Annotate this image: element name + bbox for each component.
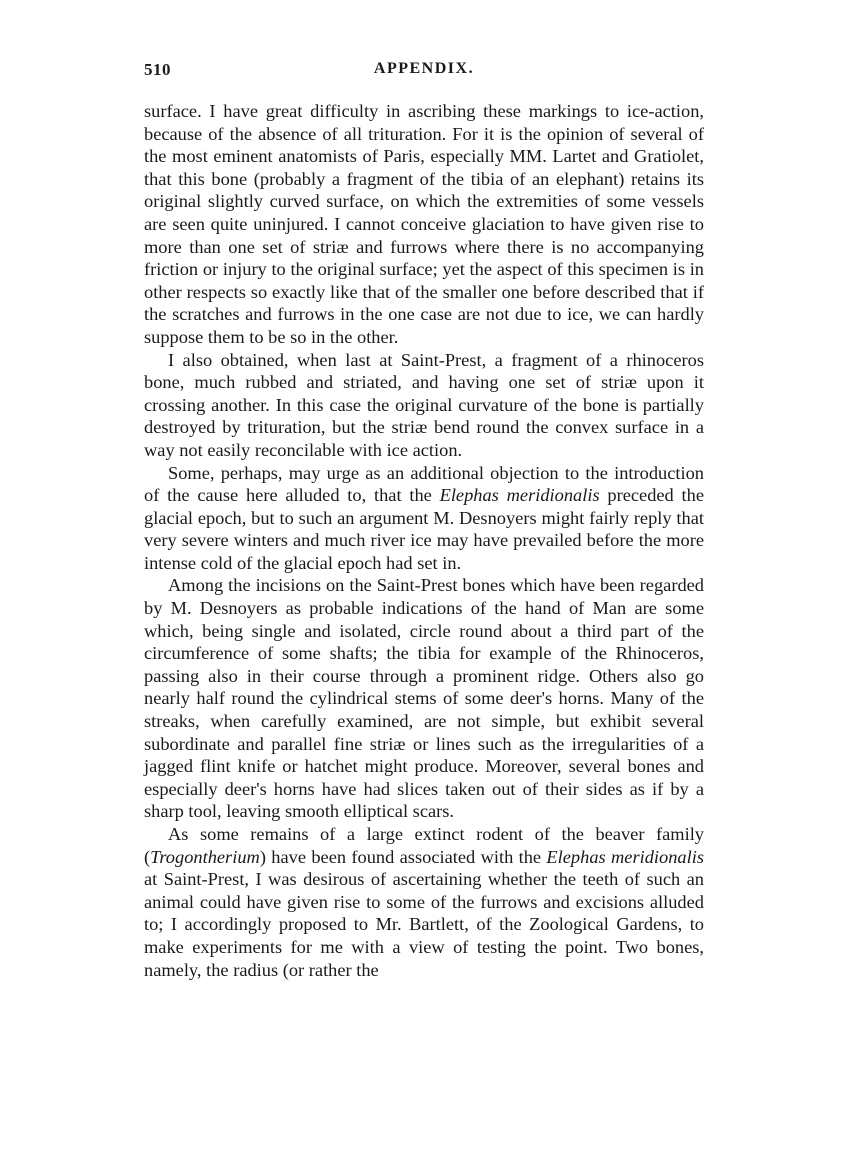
text-run: Some, perhaps, may urge as an additional objection to the introduction of the cause here alluded to, that the bbox=[144, 462, 704, 506]
italic-text-run: Elephas meridionalis bbox=[546, 846, 704, 867]
text-run: surface. I have great difficulty in ascribing these markings to ice-action, because of the absence of all trituration. For it is the opinion of several of the most eminent anatomists of Paris, especially MM. Lartet and Gratiolet, that this bone (probably a fragment of the tibia of an elephant) retains its original slightly curved surface, on which the extremities of some vessels are seen quite uninjured. I cannot conceive glaciation to have given rise to more than one set of striæ and furrows where there is no accompanying friction or injury to the original surface; yet the aspect of this specimen is in other respects so exactly like that of the smaller one before described that if the scratches and furrows in the one case are not due to ice, we can hardly suppose them to be so in the other. bbox=[144, 101, 704, 347]
paragraph bbox=[144, 574, 704, 823]
text-run: preceded the glacial epoch, but to such an argument M. Desnoyers might fairly reply that very severe winters and much river ice may have prevailed before the more intense cold of the glacial epoch had set in. bbox=[144, 485, 704, 573]
text-run: ) have been found associated with the bbox=[259, 846, 547, 867]
italic-text-run: Trogontherium bbox=[150, 846, 260, 867]
paragraph bbox=[144, 100, 704, 349]
text-run: As some remains of a large extinct rodent of the beaver family ( bbox=[144, 824, 704, 867]
text-run: at Saint-Prest, I was desirous of ascertaining whether the teeth of such an animal could have given rise to some of the furrows and excisions alluded to; I accordingly proposed to Mr. Bartlett, of the Zoological Gardens, to make experiments for me with a view of testing the point. Two bones, namely, the radius (or rather the bbox=[144, 869, 704, 980]
paragraph bbox=[144, 823, 704, 981]
section-title: APPENDIX. bbox=[373, 60, 475, 77]
italic-text-run: Elephas meridionalis bbox=[439, 485, 600, 506]
text-run: I also obtained, when last at Saint-Prest, a fragment of a rhinoceros bone, much rubbed and striated, and having one set of striæ upon it crossing another. In this case the original curvature of the bone is partially destroyed by trituration, but the striæ bend round the convex surface in a way not easily reconcilable with ice action. bbox=[144, 349, 704, 460]
running-head bbox=[144, 60, 704, 84]
body-text bbox=[144, 100, 704, 981]
paragraph bbox=[144, 462, 704, 575]
paragraph bbox=[144, 349, 704, 462]
page-number: 510 bbox=[144, 60, 171, 79]
text-run: Among the incisions on the Saint-Prest bones which have been regarded by M. Desnoyers as probable indications of the hand of Man are some which, being single and isolated, circle round about a third part of the circumference of some shafts; the tibia for example of the Rhinoceros, passing also in their course through a prominent ridge. Others also go nearly half round the cylindrical stems of some deer's horns. Many of the streaks, when carefully examined, are not simple, but exhibit several subordinate and parallel fine striæ or lines such as the irregularities of a jagged flint knife or hatchet might produce. Moreover, several bones and especially deer's horns have had slices taken out of their sides as if by a sharp tool, leaving smooth elliptical scars. bbox=[144, 575, 704, 822]
